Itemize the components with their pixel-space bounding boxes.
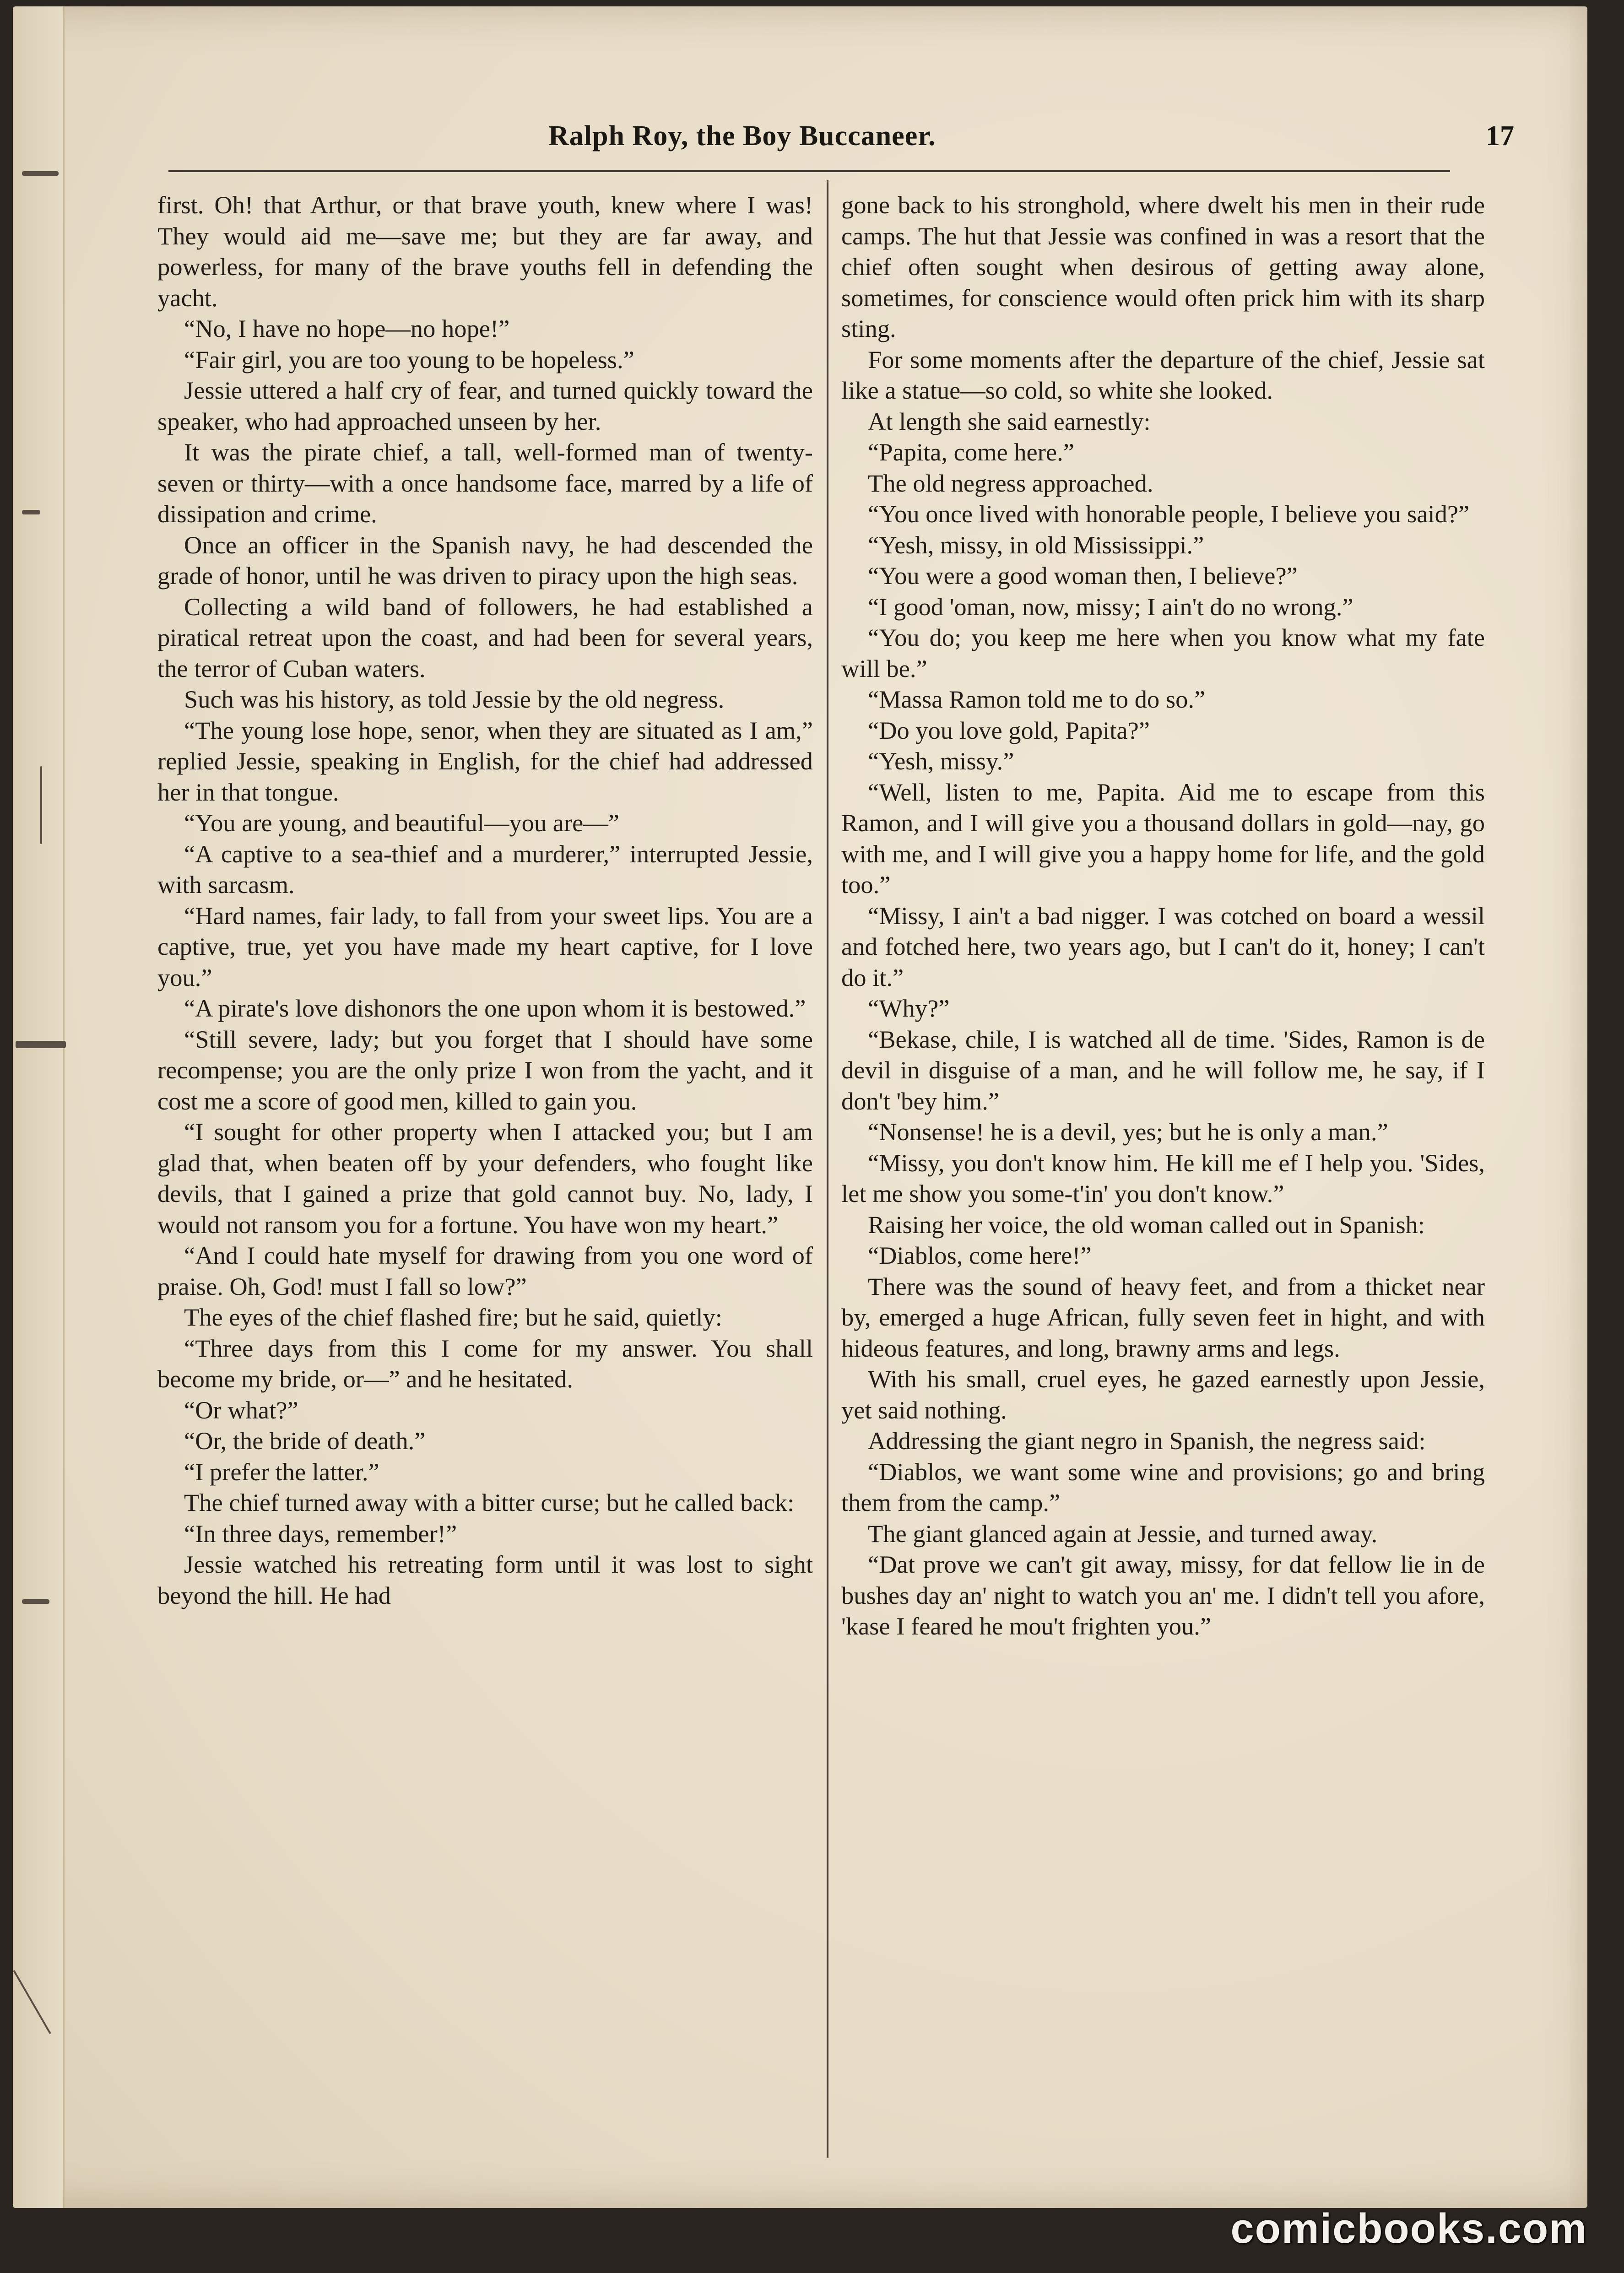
binding-mark bbox=[22, 510, 40, 514]
paragraph: “Or, the bride of death.” bbox=[184, 1427, 426, 1455]
paragraph: “The young lose hope, senor, when they are situated as I am,” replied Jessie, speaking in English, for the chief had addressed her in that tongue. bbox=[157, 716, 813, 806]
paragraph: Jessie watched his retreating form until it was lost to sight beyond the hill. He had bbox=[157, 1550, 813, 1609]
paragraph: “Massa Ramon told me to do so.” bbox=[868, 685, 1206, 713]
paragraph: “Papita, come here.” bbox=[868, 438, 1074, 466]
paragraph: “Hard names, fair lady, to fall from your sweet lips. You are a captive, true, yet you have made my heart captive, for I love you.” bbox=[157, 901, 813, 991]
paragraph: “I sought for other property when I attacked you; but I am glad that, when beaten off by your defenders, who fought like devils, that I gained a prize that gold cannot buy. No, lady, I would not ransom you for a fortune. You have won my heart.” bbox=[157, 1118, 813, 1239]
binding-mark bbox=[16, 1041, 66, 1048]
paragraph: The old negress approached. bbox=[868, 469, 1153, 497]
paragraph: The eyes of the chief flashed fire; but he said, quietly: bbox=[184, 1303, 722, 1331]
paragraph: “Three days from this I come for my answer. You shall become my bride, or—” and he hesitated. bbox=[157, 1334, 813, 1393]
page-number: 17 bbox=[1486, 120, 1514, 152]
paragraph: “A pirate's love dishonors the one upon whom it is bestowed.” bbox=[184, 994, 806, 1022]
paragraph: “Still severe, lady; but you forget that I should have some recompense; you are the only prize I won from the yacht, and it cost me a score of good men, killed to gain you. bbox=[157, 1025, 813, 1115]
paragraph: “You do; you keep me here when you know what my fate will be.” bbox=[841, 623, 1485, 682]
paragraph: The chief turned away with a bitter curse; but he called back: bbox=[184, 1488, 795, 1516]
page-header bbox=[168, 120, 1532, 170]
paragraph: “Or what?” bbox=[184, 1396, 298, 1424]
running-title: Ralph Roy, the Boy Buccaneer. bbox=[548, 120, 936, 152]
book-page bbox=[13, 6, 1587, 2208]
paragraph: “Yesh, missy, in old Mississippi.” bbox=[868, 530, 1204, 559]
paragraph: At length she said earnestly: bbox=[868, 407, 1151, 435]
paragraph: “Missy, you don't know him. He kill me ef I help you. 'Sides, let me show you some-t'in' you don't know.” bbox=[841, 1148, 1485, 1207]
paragraph: There was the sound of heavy feet, and from a thicket near by, emerged a huge African, fully seven feet in hight, and with hideous features, and long, brawny arms and legs. bbox=[841, 1272, 1485, 1362]
paragraph: Such was his history, as told Jessie by the old negress. bbox=[184, 685, 725, 713]
paragraph: For some moments after the departure of the chief, Jessie sat like a statue—so cold, so white she looked. bbox=[841, 345, 1485, 404]
binding-mark bbox=[40, 766, 42, 844]
paragraph: The giant glanced again at Jessie, and turned away. bbox=[868, 1519, 1378, 1548]
column-divider bbox=[827, 180, 828, 2158]
right-text-column bbox=[841, 189, 1485, 2158]
paragraph: Collecting a wild band of followers, he had established a piratical retreat upon the coast, and had been for several years, the terror of Cuban waters. bbox=[157, 592, 813, 682]
watermark: comicbooks.com bbox=[1230, 2205, 1587, 2252]
paragraph: “I prefer the latter.” bbox=[184, 1457, 379, 1486]
paragraph: “A captive to a sea-thief and a murderer,” interrupted Jessie, with sarcasm. bbox=[157, 839, 813, 898]
paragraph: “You were a good woman then, I believe?” bbox=[868, 562, 1298, 590]
paragraph: “Yesh, missy.” bbox=[868, 747, 1014, 775]
paragraph: Addressing the giant negro in Spanish, the negress said: bbox=[868, 1427, 1426, 1455]
paragraph: “Why?” bbox=[868, 994, 950, 1022]
paragraph: “Diablos, we want some wine and provisions; go and bring them from the camp.” bbox=[841, 1457, 1485, 1516]
paragraph: gone back to his stronghold, where dwelt his men in their rude camps. The hut that Jessie was confined in was a resort that the chief often sought when desirous of getting away alone, sometimes, for conscience would often prick him with its sharp sting. bbox=[841, 191, 1485, 342]
paragraph: first. Oh! that Arthur, or that brave youth, knew where I was! They would aid me—save me; but they are far away, and powerless, for many of the brave youths fell in defending the yacht. bbox=[157, 191, 813, 312]
paragraph: It was the pirate chief, a tall, well-formed man of twenty-seven or thirty—with a once handsome face, marred by a life of dissipation and crime. bbox=[157, 438, 813, 528]
left-text-column bbox=[157, 189, 813, 2158]
paragraph: “Bekase, chile, I is watched all de time. 'Sides, Ramon is de devil in disguise of a man, and he will follow me, he say, if I don't 'bey him.” bbox=[841, 1025, 1485, 1115]
paragraph: “Well, listen to me, Papita. Aid me to escape from this Ramon, and I will give you a thousand dollars in gold—nay, go with me, and I will give you a happy home for life, and the gold too.” bbox=[841, 778, 1485, 898]
paragraph: “You once lived with honorable people, I believe you said?” bbox=[868, 500, 1470, 528]
paragraph: “Diablos, come here!” bbox=[868, 1241, 1092, 1269]
binding-mark bbox=[22, 171, 59, 176]
paragraph: “Dat prove we can't git away, missy, for dat fellow lie in de bushes day an' night to watch you an' me. I didn't tell you afore, 'kase I feared he mou't frighten you.” bbox=[841, 1550, 1485, 1640]
paragraph: Raising her voice, the old woman called out in Spanish: bbox=[868, 1210, 1425, 1239]
paragraph: “Do you love gold, Papita?” bbox=[868, 716, 1150, 744]
binding-gutter bbox=[13, 6, 65, 2208]
paragraph: “In three days, remember!” bbox=[184, 1519, 457, 1548]
binding-mark bbox=[22, 1599, 49, 1604]
paragraph: “I good 'oman, now, missy; I ain't do no wrong.” bbox=[868, 592, 1353, 621]
paragraph: Once an officer in the Spanish navy, he had descended the grade of honor, until he was driven to piracy upon the high seas. bbox=[157, 530, 813, 590]
paragraph: “And I could hate myself for drawing from you one word of praise. Oh, God! must I fall so low?” bbox=[157, 1241, 813, 1300]
binding-mark bbox=[13, 1970, 51, 2035]
paragraph: With his small, cruel eyes, he gazed earnestly upon Jessie, yet said nothing. bbox=[841, 1365, 1485, 1424]
paragraph: “No, I have no hope—no hope!” bbox=[184, 314, 510, 342]
paragraph: Jessie uttered a half cry of fear, and turned quickly toward the speaker, who had approached unseen by her. bbox=[157, 376, 813, 435]
paragraph: “Missy, I ain't a bad nigger. I was cotched on board a wessil and fotched here, two years ago, but I can't do it, honey; I can't do it.” bbox=[841, 901, 1485, 991]
paragraph: “Nonsense! he is a devil, yes; but he is only a man.” bbox=[868, 1118, 1388, 1146]
header-rule bbox=[168, 170, 1450, 172]
paragraph: “You are young, and beautiful—you are—” bbox=[184, 809, 619, 837]
paragraph: “Fair girl, you are too young to be hopeless.” bbox=[184, 345, 634, 373]
